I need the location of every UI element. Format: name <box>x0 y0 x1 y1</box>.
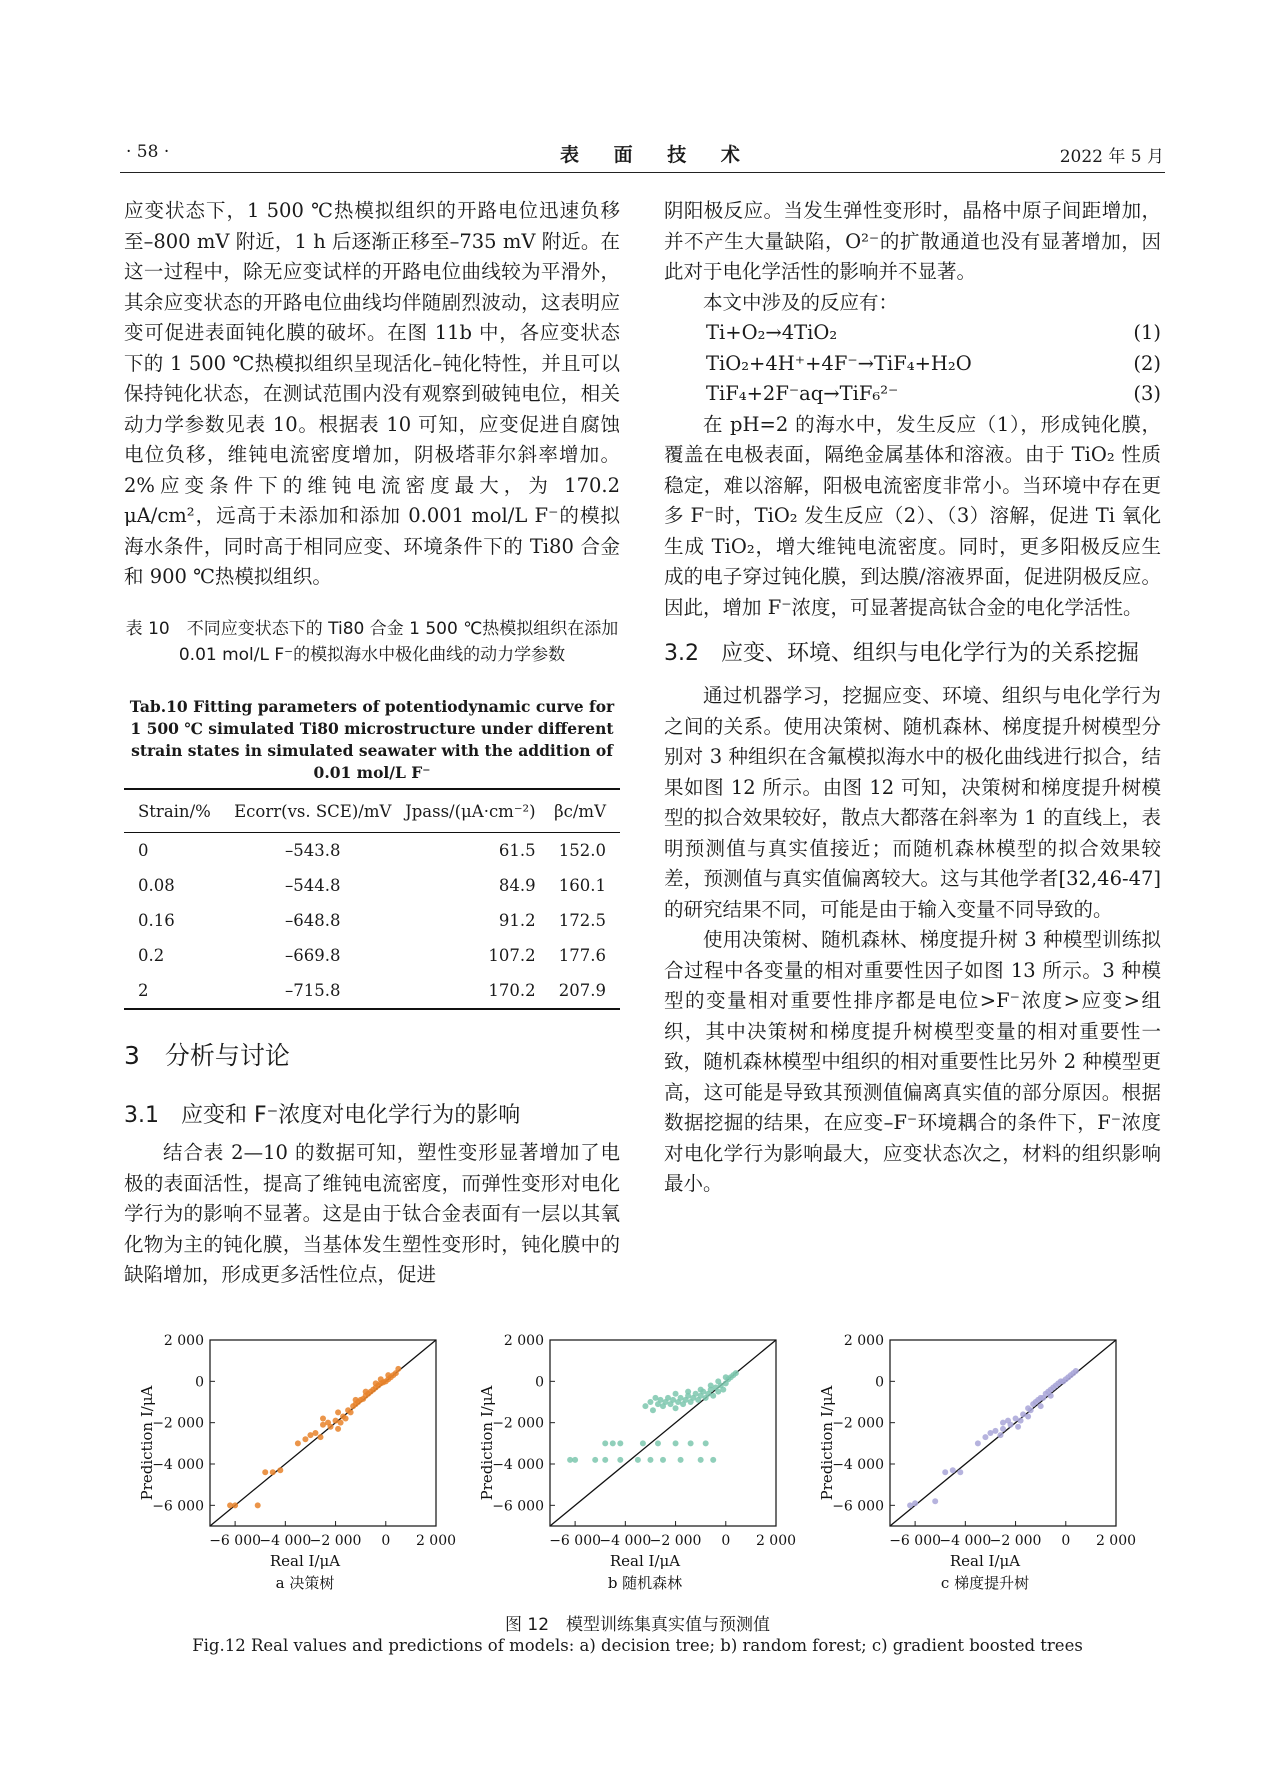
table-cell: 84.9 <box>498 876 536 895</box>
x-tick-label: −2 000 <box>989 1533 1042 1549</box>
data-point <box>385 1372 391 1378</box>
table-header-row <box>124 789 620 833</box>
y-tick-label: −2 000 <box>832 1415 884 1432</box>
section-3-1-paragraph: 结合表 2—10 的数据可知，塑性变形显著增加了电极的表面活性，提高了维钝电流密度，而弹性变形对电化学行为的影响不显著。这是由于钛合金表面有一层以其氧化物为主的钝化膜，当基体发生塑性变形时，钝化膜中的缺陷增加，形成更多活性位点，促进 <box>124 1141 620 1286</box>
data-point <box>602 1457 608 1463</box>
right-paragraph-2: 本文中涉及的反应有： <box>703 290 899 314</box>
table-cell: –669.8 <box>285 946 341 965</box>
identity-line <box>550 1340 776 1526</box>
x-tick-label: −6 000 <box>889 1533 942 1549</box>
data-point <box>255 1502 261 1508</box>
data-point <box>710 1393 716 1399</box>
data-point <box>610 1440 616 1446</box>
table-cell: 177.6 <box>558 946 606 965</box>
journal-title: 表 面 技 术 <box>560 144 754 166</box>
data-point <box>335 1426 341 1432</box>
data-point <box>975 1440 981 1446</box>
right-paragraph-5: 使用决策树、随机森林、梯度提升树 3 种模型训练拟合过程中各变量的相对重要性因子如图 13 所示。3 种模型的变量相对重要性排序都是电位>F⁻浓度>应变>组织，其中决策树和梯度提升树模型变量的相对重要性一致，随机森林模型中组织的相对重要性比另外 2 种模型更高，这可能是导致其预测值偏离真实值的部分原因。根据数据挖掘的结果，在应变–F⁻环境耦合的条件下，F⁻浓度对电化学行为影响最大，应变状态次之，材料的组织影响最小。 <box>664 928 1161 1195</box>
chart-gradient-boosted <box>790 1324 1160 1608</box>
table-caption-en: Tab.10 Fitting parameters of potentiodynamic curve for 1 500 ℃ simulated Ti80 microstructure under different strain states in simulated seawater with the addition of 0.01 mol/L F⁻ <box>129 697 615 782</box>
data-point <box>353 1397 359 1403</box>
table-cell: 0.2 <box>138 946 165 965</box>
data-point <box>328 1424 334 1430</box>
subplot-label: c 梯度提升树 <box>940 1574 1030 1592</box>
data-point <box>1038 1403 1044 1409</box>
chart-decision-tree <box>110 1324 480 1608</box>
y-tick-label: 2 000 <box>843 1333 884 1349</box>
data-point <box>982 1434 988 1440</box>
data-point <box>660 1457 666 1463</box>
table-row <box>124 903 620 938</box>
table-caption-cn: 表 10 不同应变状态下的 Ti80 合金 1 500 ℃热模拟组织在添加 0.01 mol/L F⁻的模拟海水中极化曲线的动力学参数 <box>125 619 619 665</box>
data-point <box>373 1380 379 1386</box>
table-cell: 0.08 <box>138 876 175 895</box>
data-point <box>720 1387 726 1393</box>
x-tick-label: 0 <box>1061 1533 1071 1549</box>
y-tick-label: −6 000 <box>832 1498 884 1515</box>
y-tick-label: −4 000 <box>832 1457 884 1473</box>
chart-random-forest <box>450 1324 820 1608</box>
y-tick-label: −2 000 <box>152 1415 204 1432</box>
data-point <box>395 1366 401 1372</box>
table-cell: –544.8 <box>285 876 341 895</box>
figure-caption-en: Fig.12 Real values and predictions of models: a) decision tree; b) random forest; c) gradient boosted trees <box>192 1636 1083 1655</box>
data-point <box>312 1430 318 1436</box>
table-cell: 61.5 <box>498 841 536 860</box>
left-paragraph: 应变状态下，1 500 ℃热模拟组织的开路电位迅速负移至–800 mV 附近，1 h 后逐渐正移至–735 mV 附近。在这一过程中，除无应变试样的开路电位曲线较为平滑外，其余应变状态的开路电位曲线均伴随剧烈波动，这表明应变可促进表面钝化膜的破坏。在图 11b 中，各应变状态下的 1 500 ℃热模拟组织呈现活化–钝化特性，并且可以保持钝化状态，在测试范围内没有观察到破钝电位，相关动力学参数见表 10。根据表 10 可知，应变促进自腐蚀电位负移，维钝电流密度增加，阴极塔菲尔斜率增加。2%应变条件下的维钝电流密度最大，为 170.2 μA/cm²，远高于未添加和添加 0.001 mol/L F⁻的模拟海水条件，同时高于相同应变、环境条件下的 Ti80 合金和 900 ℃热模拟组织。 <box>124 199 620 588</box>
left-column <box>124 196 620 593</box>
data-point <box>652 1395 658 1401</box>
equation-2 <box>664 349 1161 380</box>
y-tick-label: 2 000 <box>503 1333 544 1349</box>
data-point <box>302 1436 308 1442</box>
y-tick-label: 0 <box>875 1374 884 1391</box>
data-point <box>295 1440 301 1446</box>
page-number: · 58 · <box>126 142 170 162</box>
table-cell: 172.5 <box>558 911 606 930</box>
data-point <box>688 1440 694 1446</box>
y-axis-label: Prediction I/μA <box>478 1385 496 1501</box>
x-tick-label: 0 <box>721 1533 731 1549</box>
identity-line <box>210 1340 436 1526</box>
table-header-cell: Strain/% <box>124 789 229 833</box>
data-point <box>655 1440 661 1446</box>
data-point <box>572 1457 578 1463</box>
equation-3 <box>664 379 1161 410</box>
data-point <box>640 1440 646 1446</box>
table-cell: 170.2 <box>397 973 550 1009</box>
y-tick-label: 2 000 <box>163 1333 204 1349</box>
right-paragraph-3: 在 pH=2 的海水中，发生反应（1），形成钝化膜，覆盖在电极表面，隔绝金属基体和溶液。由于 TiO₂ 性质稳定，难以溶解，阳极电流密度非常小。当环境中存在更多 F⁻时，TiO₂ 发生反应（2）、（3）溶解，促进 Ti 氧化生成 TiO₂，增大维钝电流密度。同时，更多阳极反应生成的电子穿过钝化膜，到达膜/溶液界面，促进阴极反应。因此，增加 F⁻浓度，可显著提高钛合金的电化学活性。 <box>664 412 1161 619</box>
data-point <box>378 1376 384 1382</box>
table-row <box>124 973 620 1009</box>
y-tick-label: −4 000 <box>152 1457 204 1473</box>
x-tick-label: −4 000 <box>939 1533 992 1549</box>
y-tick-label: 0 <box>195 1374 204 1391</box>
x-tick-label: 2 000 <box>1095 1533 1137 1549</box>
data-point <box>647 1399 653 1405</box>
data-point <box>950 1467 956 1473</box>
x-axis-label: Real I/μA <box>949 1552 1021 1570</box>
table-cell: 91.2 <box>498 911 536 930</box>
data-point <box>1000 1426 1006 1432</box>
table-cell: 2 <box>124 973 229 1009</box>
y-axis-label: Prediction I/μA <box>818 1385 836 1501</box>
data-point <box>1015 1424 1021 1430</box>
table-row <box>124 833 620 869</box>
table-row <box>124 868 620 903</box>
data-point <box>685 1389 691 1395</box>
data-point <box>1073 1368 1079 1374</box>
data-point <box>673 1391 679 1397</box>
x-tick-label: −4 000 <box>259 1533 312 1549</box>
data-point <box>710 1457 716 1463</box>
section-3-heading: 3 分析与讨论 <box>124 1041 290 1070</box>
equation-1 <box>664 318 1161 349</box>
x-tick-label: −6 000 <box>209 1533 262 1549</box>
x-tick-label: 2 000 <box>415 1533 457 1549</box>
data-point <box>957 1469 963 1475</box>
kinetic-parameters-table <box>124 788 620 1010</box>
data-point <box>703 1440 709 1446</box>
x-tick-label: −6 000 <box>549 1533 602 1549</box>
data-point <box>642 1403 648 1409</box>
table-cell: –715.8 <box>229 973 397 1009</box>
data-point <box>942 1469 948 1475</box>
scatter-plot-a <box>110 1324 480 1604</box>
table-cell: –543.8 <box>285 841 341 860</box>
y-tick-label: −6 000 <box>492 1498 544 1515</box>
table-cell: –648.8 <box>285 911 341 930</box>
scatter-plot-b <box>450 1324 820 1604</box>
data-point <box>1048 1393 1054 1399</box>
data-point <box>317 1434 323 1440</box>
data-point <box>708 1382 714 1388</box>
x-tick-label: −4 000 <box>599 1533 652 1549</box>
data-point <box>262 1469 268 1475</box>
data-point <box>673 1405 679 1411</box>
data-point <box>592 1457 598 1463</box>
y-tick-label: −6 000 <box>152 1498 204 1515</box>
data-point <box>932 1498 938 1504</box>
data-point <box>335 1409 341 1415</box>
data-point <box>348 1409 354 1415</box>
data-point <box>1018 1418 1024 1424</box>
issue-date: 2022 年 5 月 <box>1059 147 1164 167</box>
data-point <box>992 1428 998 1434</box>
data-point <box>698 1387 704 1393</box>
table-header-cell: βc/mV <box>550 789 620 833</box>
data-point <box>232 1502 238 1508</box>
section-3-2-heading: 3.2 应变、环境、组织与电化学行为的关系挖掘 <box>664 641 1139 666</box>
x-tick-label: −2 000 <box>309 1533 362 1549</box>
data-point <box>270 1469 276 1475</box>
data-point <box>1028 1407 1034 1413</box>
x-axis-label: Real I/μA <box>609 1552 681 1570</box>
data-point <box>678 1457 684 1463</box>
subplot-label: b 随机森林 <box>607 1574 683 1592</box>
x-tick-label: 2 000 <box>755 1533 797 1549</box>
equation-number: (1) <box>1133 321 1161 344</box>
data-point <box>715 1378 721 1384</box>
identity-line <box>890 1340 1116 1526</box>
right-paragraph-1: 阴阳极反应。当发生弹性变形时，晶格中原子间距增加，并不产生大量缺陷，O²⁻的扩散通道也没有显著增加，因此对于电化学活性的影响并不显著。 <box>664 199 1161 283</box>
table-cell: 152.0 <box>558 841 606 860</box>
y-tick-label: 0 <box>535 1374 544 1391</box>
header-rule <box>120 172 1165 173</box>
equation-number: (2) <box>1133 351 1161 375</box>
subplot-label: a 决策树 <box>275 1574 335 1592</box>
data-point <box>647 1457 653 1463</box>
table-header-cell: Ecorr(vs. SCE)/mV <box>229 789 397 833</box>
equation-text: Ti+O₂→4TiO₂ <box>706 321 838 344</box>
data-point <box>635 1457 641 1463</box>
data-point <box>343 1416 349 1422</box>
data-point <box>723 1374 729 1380</box>
section-3-1-heading: 3.1 应变和 F⁻浓度对电化学行为的影响 <box>124 1103 521 1128</box>
table-cell: 207.9 <box>550 973 620 1009</box>
data-point <box>320 1416 326 1422</box>
table-cell: 0 <box>138 841 149 860</box>
table-row <box>124 938 620 973</box>
x-tick-label: −2 000 <box>649 1533 702 1549</box>
equation-number: (3) <box>1133 382 1161 405</box>
data-point <box>698 1457 704 1463</box>
y-tick-label: −2 000 <box>492 1415 544 1432</box>
x-axis-label: Real I/μA <box>269 1552 341 1570</box>
data-point <box>673 1440 679 1446</box>
data-point <box>912 1500 918 1506</box>
table-cell: 160.1 <box>558 876 606 895</box>
data-point <box>617 1440 623 1446</box>
data-point <box>997 1432 1003 1438</box>
data-point <box>1008 1422 1014 1428</box>
equation-text: TiF₄+2F⁻aq→TiF₆²⁻ <box>706 382 899 405</box>
table-cell: 107.2 <box>488 946 536 965</box>
data-point <box>650 1407 656 1413</box>
data-point <box>363 1389 369 1395</box>
x-tick-label: 0 <box>381 1533 391 1549</box>
scatter-plot-c <box>790 1324 1160 1604</box>
y-axis-label: Prediction I/μA <box>138 1385 156 1501</box>
equation-text: TiO₂+4H⁺+4F⁻→TiF₄+H₂O <box>706 351 972 375</box>
data-point <box>277 1467 283 1473</box>
data-point <box>338 1420 344 1426</box>
y-tick-label: −4 000 <box>492 1457 544 1473</box>
section-3-1-body <box>124 1138 620 1291</box>
data-point <box>617 1457 623 1463</box>
table-cell: 0.16 <box>138 911 175 930</box>
data-point <box>602 1440 608 1446</box>
data-point <box>1025 1413 1031 1419</box>
data-point <box>733 1370 739 1376</box>
right-column <box>664 196 1161 1200</box>
table-header-cell: Jpass/(μA·cm⁻²) <box>397 789 550 833</box>
right-paragraph-4: 通过机器学习，挖掘应变、环境、组织与电化学行为之间的关系。使用决策树、随机森林、梯度提升树模型分别对 3 种组织在含氟模拟海水中的极化曲线进行拟合，结果如图 12 所示。由图 12 可知，决策树和梯度提升树模型的拟合效果较好，散点大都落在斜率为 1 的直线上，表明预测值与真实值接近；而随机森林模型的拟合效果较差，预测值与真实值偏离较大。这与其他学者[32,46-47]的研究结果不同，可能是由于输入变量不同导致的。 <box>664 684 1161 921</box>
figure-caption-cn: 图 12 模型训练集真实值与预测值 <box>504 1615 771 1635</box>
